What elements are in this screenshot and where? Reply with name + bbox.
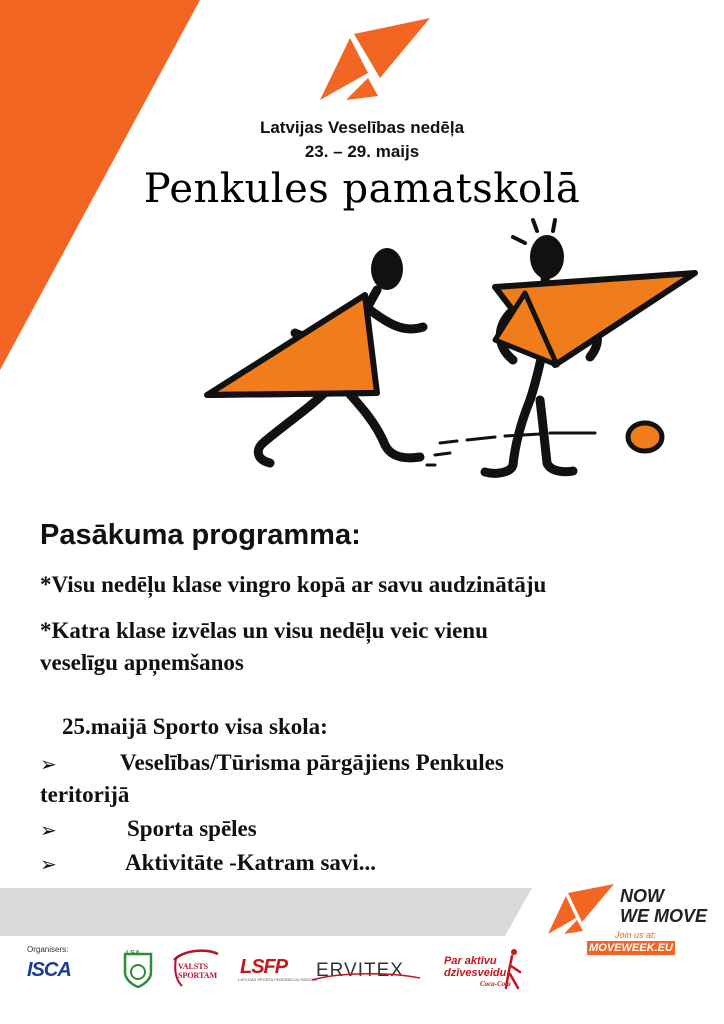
day-heading: 25.maijā Sporto visa skola: bbox=[62, 714, 328, 739]
program-line: *Visu nedēļu klase vingro kopā ar savu audzinātāju bbox=[40, 572, 547, 597]
event-dates: 23. – 29. maijs bbox=[304, 142, 420, 161]
coca-cola-text: Coca-Cola bbox=[480, 980, 511, 988]
bullet-item: Sporta spēles bbox=[127, 816, 257, 841]
join-us-text: Join us at: bbox=[615, 930, 657, 940]
school-title: Penkules pamatskolā bbox=[143, 166, 581, 212]
ervitex-swoosh-icon bbox=[310, 970, 422, 984]
lsa-text: LSA bbox=[126, 950, 140, 957]
moveweek-logo-icon bbox=[318, 18, 433, 103]
event-title: Latvijas Veselības nedēļa bbox=[259, 118, 465, 137]
lsfp-subtitle: LATVIJAS SPORTA FEDERĀCIJU PADOME bbox=[238, 977, 318, 982]
bullet-arrow-icon: ➢ bbox=[40, 852, 57, 876]
ervitex-logo: ERVITEX bbox=[316, 960, 404, 981]
now-text: NOW bbox=[620, 886, 664, 906]
moveweek-site: MOVEWEEK.EU bbox=[587, 941, 675, 955]
bullet-arrow-icon: ➢ bbox=[40, 752, 57, 776]
bullet-continuation: teritorijā bbox=[40, 782, 130, 807]
dzivesveidu-text: dzīvesveidu! bbox=[444, 967, 511, 979]
stick-figures-illustration-icon bbox=[195, 215, 705, 480]
program-title: Pasākuma programma: bbox=[40, 519, 361, 551]
isca-logo: ISCA bbox=[27, 959, 71, 981]
bullet-arrow-icon: ➢ bbox=[40, 818, 57, 842]
program-line: veselīgu apņemšanos bbox=[40, 650, 244, 675]
now-we-move-logo-icon bbox=[546, 884, 616, 936]
running-person-icon bbox=[500, 948, 524, 992]
organisers-label: Organisers: bbox=[27, 945, 69, 954]
bullet-item: Veselības/Tūrisma pārgājiens Penkules bbox=[120, 750, 504, 775]
valsts-text: VALSTS bbox=[178, 962, 209, 971]
we-move-text: WE MOVE bbox=[620, 906, 708, 926]
sportam-text: SPORTAM bbox=[178, 971, 218, 980]
program-line: *Katra klase izvēlas un visu nedēļu veic vienu bbox=[40, 618, 488, 643]
bullet-item: Aktivitāte -Katram savi... bbox=[125, 850, 377, 875]
par-aktivu-text: Par aktīvu bbox=[444, 955, 497, 967]
lsfp-logo: LSFP bbox=[240, 956, 288, 978]
